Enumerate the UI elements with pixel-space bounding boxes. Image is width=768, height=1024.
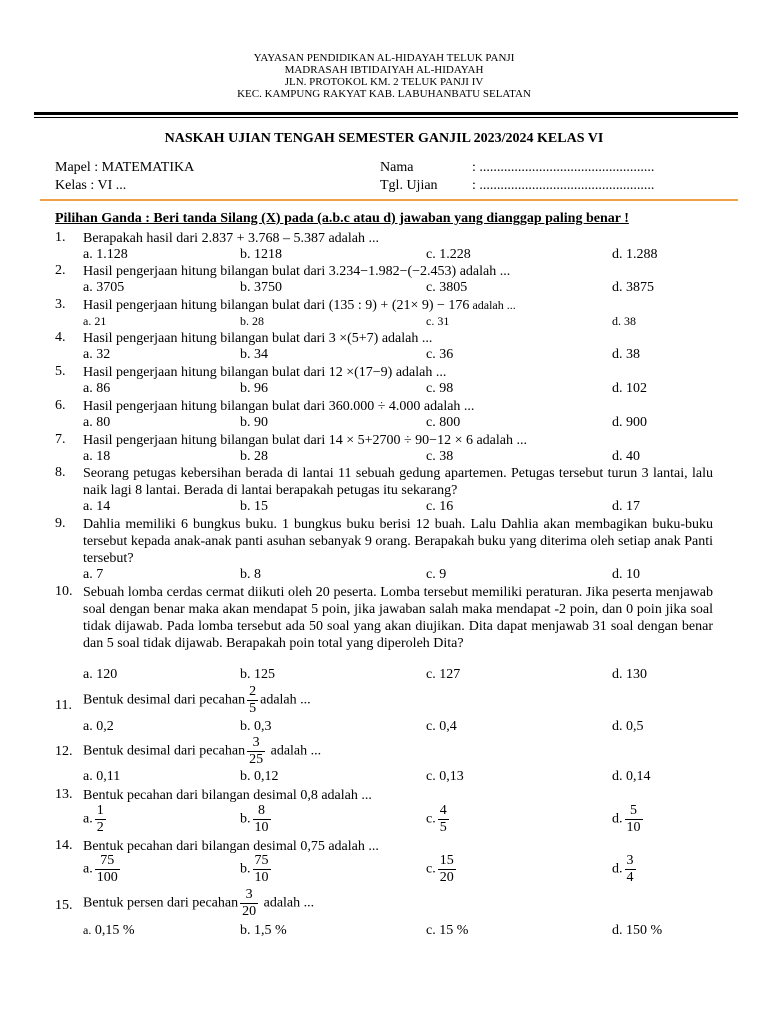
option-value: 0,15 %: [94, 923, 135, 938]
school-district: KEC. KAMPUNG RAKYAT KAB. LABUHANBATU SELATAN: [237, 88, 531, 100]
option-fraction: [95, 803, 106, 836]
question-text-after: adalah ...: [260, 692, 311, 708]
class-label: Kelas : VI ...: [55, 178, 127, 193]
question-number: 7.: [55, 432, 66, 447]
question-text-after: adalah ...: [260, 895, 315, 911]
option-fraction: [253, 853, 271, 886]
answer-option-a[interactable]: [83, 923, 135, 939]
answer-option-d[interactable]: d. 38: [612, 347, 640, 362]
answer-option-b[interactable]: b. 15: [240, 499, 268, 514]
answer-option-c[interactable]: c. 36: [426, 347, 454, 362]
answer-option-c[interactable]: c. 16: [426, 499, 454, 514]
answer-option-d[interactable]: d. 0,14: [612, 769, 651, 784]
question-text-main: Hasil pengerjaan hitung bilangan bulat dari 12 ×(17−9) adalah ...: [83, 365, 447, 380]
answer-option-c[interactable]: c. 0,13: [426, 769, 464, 784]
question-fraction: [247, 735, 265, 768]
question-fraction: [240, 887, 258, 920]
question-text: [83, 787, 713, 804]
question-text: [83, 887, 713, 920]
question-text-main: Hasil pengerjaan hitung bilangan bulat dari 3 ×(5+7) adalah ...: [83, 331, 433, 346]
exam-title: NASKAH UJIAN TENGAH SEMESTER GANJIL 2023/2024 KELAS VI: [164, 131, 604, 146]
answer-option-b[interactable]: b. 0,12: [240, 769, 279, 784]
answer-option-d[interactable]: [612, 853, 638, 886]
answer-option-b[interactable]: b. 28: [240, 449, 268, 464]
fraction-numerator: 2: [249, 684, 257, 699]
question-text-main: Seorang petugas kebersihan berada di lantai 11 sebuah gedung apartemen. Petugas tersebut turun 3 lantai, lalu naik lagi 8 lantai. Berada di lantai berapakah petugas itu sekarang?: [83, 466, 713, 498]
option-letter: c.: [426, 861, 436, 877]
answer-option-c[interactable]: c. 38: [426, 449, 454, 464]
question-number: 11.: [55, 698, 72, 713]
fraction-denominator: 25: [249, 752, 264, 767]
question-text-main: Dahlia memiliki 6 bungkus buku. 1 bungkus buku berisi 12 buah. Lalu Dahlia akan membagikan buku-buku tersebut kepada anak-anak panti asuhan sebanyak 9 orang. Berapakah buku yang diterima oleh setiap anak Panti tersebut?: [83, 517, 713, 566]
fraction-denominator: 10: [254, 820, 269, 835]
answer-option-c[interactable]: c. 31: [426, 314, 450, 328]
question-number: 6.: [55, 398, 66, 413]
header-rule-thin: [34, 117, 738, 118]
header-rule-thick: [34, 112, 738, 115]
question-text-main: Hasil pengerjaan hitung bilangan bulat dari 360.000 ÷ 4.000 adalah ...: [83, 399, 475, 414]
fraction-numerator: 3: [626, 853, 634, 868]
fraction-numerator: 75: [100, 853, 115, 868]
school-foundation-name: YAYASAN PENDIDIKAN AL-HIDAYAH TELUK PANJI: [253, 52, 515, 64]
question-text: [83, 297, 713, 314]
answer-option-b[interactable]: b. 1,5 %: [240, 923, 287, 938]
answer-option-d[interactable]: d. 900: [612, 415, 647, 430]
school-name: MADRASAH IBTIDAIYAH AL-HIDAYAH: [284, 64, 484, 76]
answer-option-c[interactable]: [426, 803, 451, 836]
answer-option-d[interactable]: d. 102: [612, 381, 647, 396]
fraction-numerator: 3: [252, 735, 260, 750]
answer-option-c[interactable]: c. 3805: [426, 280, 468, 295]
answer-option-d[interactable]: d. 150 %: [612, 923, 663, 938]
question-text: [83, 330, 713, 347]
question-text-main: Sebuah lomba cerdas cermat diikuti oleh 20 peserta. Lomba tersebut memiliki peraturan. Jika peserta menjawab soal dengan benar maka akan mendapat 5 poin, jika jawaban salah maka mendapat -2 poin, dan 0 poin jika soal tidak dijawab. Pada lomba tersebut ada 50 soal yang akan diujikan. Dita dapat menjawab 31 soal dengan benar dan 5 soal tidak dijawab. Berapakah poin total yang diperoleh Dita?: [83, 585, 713, 651]
question-text: [83, 735, 713, 768]
option-letter: a.: [83, 811, 93, 827]
answer-option-a[interactable]: a. 3705: [83, 280, 125, 295]
answer-option-b[interactable]: b. 8: [240, 567, 261, 582]
question-text-before: Bentuk desimal dari pecahan: [83, 692, 246, 708]
answer-option-a[interactable]: a. 86: [83, 381, 111, 396]
question-fraction: [247, 684, 258, 717]
answer-option-b[interactable]: b. 1218: [240, 247, 282, 262]
answer-option-b[interactable]: [240, 803, 273, 836]
fraction-numerator: 5: [630, 803, 637, 818]
answer-option-a[interactable]: a. 21: [83, 314, 107, 328]
question-number: 4.: [55, 330, 66, 345]
answer-option-d[interactable]: d. 38: [612, 314, 636, 328]
answer-option-a[interactable]: a. 18: [83, 449, 111, 464]
answer-option-c[interactable]: c. 15 %: [426, 923, 469, 938]
answer-option-d[interactable]: d. 3875: [612, 280, 654, 295]
school-address: JLN. PROTOKOL KM. 2 TELUK PANJI IV: [284, 76, 484, 88]
fraction-numerator: 1: [96, 803, 104, 818]
answer-option-a[interactable]: a. 80: [83, 415, 111, 430]
answer-option-c[interactable]: c. 127: [426, 667, 461, 682]
question-number: 10.: [55, 584, 73, 599]
question-text-main: Berapakah hasil dari 2.837 + 3.768 – 5.387 adalah ...: [83, 231, 379, 246]
answer-option-c[interactable]: c. 800: [426, 415, 461, 430]
fraction-denominator: 5: [249, 701, 257, 716]
fraction-denominator: 10: [254, 870, 269, 885]
answer-option-d[interactable]: d. 130: [612, 667, 647, 682]
answer-option-d[interactable]: d. 1.288: [612, 247, 658, 262]
question-text: [83, 364, 713, 381]
fraction-numerator: 75: [254, 853, 269, 868]
answer-option-c[interactable]: [426, 853, 458, 886]
question-text-after: adalah ...: [267, 743, 322, 759]
question-number: 5.: [55, 364, 66, 379]
question-text-main: Bentuk pecahan dari bilangan desimal 0,75 adalah ...: [83, 839, 379, 854]
name-label: Nama: [380, 160, 414, 175]
fraction-denominator: 5: [439, 820, 447, 835]
question-number: 14.: [55, 838, 73, 853]
option-letter: a.: [83, 923, 92, 937]
question-number: 3.: [55, 297, 66, 312]
answer-option-b[interactable]: b. 28: [240, 314, 264, 328]
answer-option-a[interactable]: a. 0,11: [83, 769, 121, 784]
name-field[interactable]: : ..................................................: [472, 160, 655, 175]
fraction-denominator: 2: [96, 820, 104, 835]
answer-option-d[interactable]: d. 17: [612, 499, 640, 514]
answer-option-a[interactable]: a. 7: [83, 567, 104, 582]
question-text: [83, 584, 713, 652]
fraction-numerator: 8: [258, 803, 265, 818]
option-letter: a.: [83, 861, 93, 877]
fraction-denominator: 10: [626, 820, 641, 835]
question-number: 15.: [55, 898, 73, 913]
question-number: 8.: [55, 465, 66, 480]
answer-option-d[interactable]: d. 10: [612, 567, 640, 582]
answer-option-b[interactable]: [240, 853, 273, 886]
option-letter: d.: [612, 811, 623, 827]
question-text: [83, 516, 713, 567]
question-text-main: Hasil pengerjaan hitung bilangan bulat dari 3.234−1.982−(−2.453) adalah ...: [83, 264, 511, 279]
exam-date-field[interactable]: : ..................................................: [472, 178, 655, 193]
answer-option-b[interactable]: b. 96: [240, 381, 268, 396]
fraction-denominator: 4: [626, 870, 634, 885]
question-number: 12.: [55, 744, 73, 759]
answer-option-b[interactable]: b. 3750: [240, 280, 282, 295]
question-text-before: Bentuk desimal dari pecahan: [83, 743, 246, 759]
question-text-main: Hasil pengerjaan hitung bilangan bulat dari 14 × 5+2700 ÷ 90−12 × 6 adalah ...: [83, 433, 528, 448]
fraction-numerator: 3: [245, 887, 253, 902]
answer-option-b[interactable]: b. 34: [240, 347, 268, 362]
fraction-denominator: 20: [439, 870, 454, 885]
answer-option-a[interactable]: a. 32: [83, 347, 111, 362]
question-text: [83, 263, 713, 280]
answer-option-a[interactable]: a. 0,2: [83, 719, 114, 734]
question-number: 1.: [55, 230, 66, 245]
question-text-tail: adalah ...: [469, 298, 516, 312]
section-divider: [40, 199, 738, 201]
fraction-numerator: 15: [439, 853, 454, 868]
answer-option-a[interactable]: a. 1.128: [83, 247, 128, 262]
fraction-numerator: 4: [439, 803, 447, 818]
answer-option-c[interactable]: c. 98: [426, 381, 454, 396]
answer-option-d[interactable]: [612, 803, 645, 836]
option-letter: d.: [612, 861, 623, 877]
answer-option-b[interactable]: b. 125: [240, 667, 275, 682]
question-text: [83, 684, 713, 717]
question-number: 9.: [55, 516, 66, 531]
question-text-main: Hasil pengerjaan hitung bilangan bulat dari (135 : 9) + (21× 9) − 176: [83, 298, 470, 313]
question-text-main: Bentuk pecahan dari bilangan desimal 0,8 adalah ...: [83, 788, 372, 803]
option-letter: b.: [240, 811, 251, 827]
instruction-heading: Pilihan Ganda : Beri tanda Silang (X) pada (a.b.c atau d) jawaban yang dianggap paling benar !: [55, 211, 629, 226]
answer-option-c[interactable]: c. 0,4: [426, 719, 457, 734]
question-text: [83, 230, 713, 247]
answer-option-c[interactable]: c. 9: [426, 567, 447, 582]
question-number: 2.: [55, 263, 66, 278]
answer-option-b[interactable]: b. 90: [240, 415, 268, 430]
answer-option-a[interactable]: [83, 853, 122, 886]
option-fraction: [625, 853, 636, 886]
answer-option-a[interactable]: a. 14: [83, 499, 111, 514]
option-letter: b.: [240, 861, 251, 877]
answer-option-c[interactable]: c. 1.228: [426, 247, 471, 262]
question-text-before: Bentuk persen dari pecahan: [83, 895, 239, 911]
question-number: 13.: [55, 787, 73, 802]
exam-date-label: Tgl. Ujian: [380, 178, 438, 193]
fraction-denominator: 100: [96, 870, 118, 885]
answer-option-b[interactable]: b. 0,3: [240, 719, 272, 734]
question-text: [83, 398, 713, 415]
option-fraction: [438, 803, 449, 836]
question-text: [83, 432, 713, 449]
question-text: [83, 465, 713, 499]
subject-label: Mapel : MATEMATIKA: [55, 160, 195, 175]
fraction-denominator: 20: [242, 904, 257, 919]
option-fraction: [253, 803, 271, 836]
option-letter: c.: [426, 811, 436, 827]
answer-option-d[interactable]: d. 0,5: [612, 719, 644, 734]
option-fraction: [438, 853, 456, 886]
answer-option-a[interactable]: [83, 803, 108, 836]
option-fraction: [625, 803, 643, 836]
option-fraction: [95, 853, 120, 886]
answer-option-a[interactable]: a. 120: [83, 667, 118, 682]
answer-option-d[interactable]: d. 40: [612, 449, 640, 464]
